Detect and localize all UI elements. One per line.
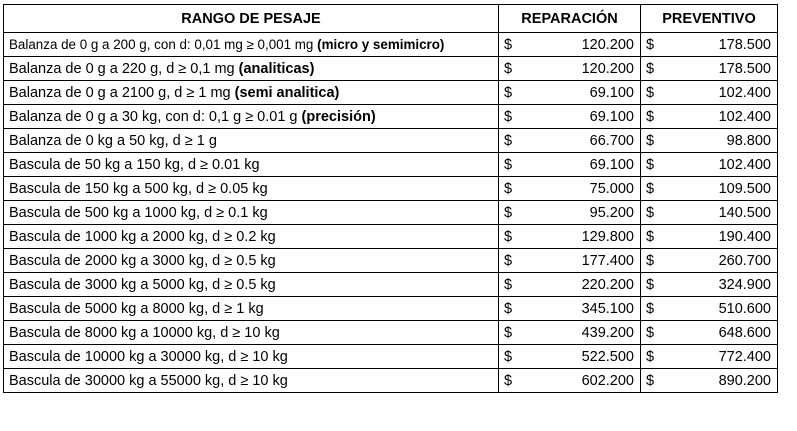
preventive-price-value: 98.800 <box>726 132 771 149</box>
preventive-price-value: 140.500 <box>718 204 771 221</box>
repair-price-value: 177.400 <box>581 252 634 269</box>
range-cell <box>4 153 499 177</box>
range-cell <box>4 81 499 105</box>
currency-symbol: $ <box>646 300 655 317</box>
repair-price-cell <box>499 129 641 153</box>
currency-symbol: $ <box>504 108 513 125</box>
range-cell <box>4 273 499 297</box>
preventive-price-cell <box>641 225 778 249</box>
preventive-price-value: 324.900 <box>718 276 771 293</box>
table-row <box>4 177 778 201</box>
table-row <box>4 273 778 297</box>
repair-price-cell <box>499 153 641 177</box>
repair-price-value: 69.100 <box>589 108 634 125</box>
repair-price-cell <box>499 81 641 105</box>
range-text: Balanza de 0 g a 2100 g, d ≥ 1 mg <box>9 84 235 101</box>
currency-symbol: $ <box>646 60 655 77</box>
table-row <box>4 369 778 393</box>
currency-symbol: $ <box>504 252 513 269</box>
range-cell <box>4 201 499 225</box>
preventive-price-cell <box>641 105 778 129</box>
currency-symbol: $ <box>504 84 513 101</box>
preventive-price-value: 260.700 <box>718 252 771 269</box>
preventive-price-value: 178.500 <box>718 36 771 53</box>
preventive-price-value: 772.400 <box>718 348 771 365</box>
range-qualifier: (semi analitica) <box>234 84 340 101</box>
repair-price-value: 75.000 <box>589 180 634 197</box>
repair-price-value: 69.100 <box>589 156 634 173</box>
repair-price-cell <box>499 201 641 225</box>
table-row <box>4 201 778 225</box>
range-qualifier: (precisión) <box>301 108 376 125</box>
preventive-price-cell <box>641 81 778 105</box>
currency-symbol: $ <box>504 36 513 53</box>
range-text: Balanza de 0 kg a 50 kg, d ≥ 1 g <box>9 132 217 149</box>
range-cell <box>4 369 499 393</box>
table-row <box>4 321 778 345</box>
range-cell <box>4 321 499 345</box>
currency-symbol: $ <box>646 204 655 221</box>
preventive-price-cell <box>641 369 778 393</box>
preventive-price-cell <box>641 57 778 81</box>
table-row <box>4 105 778 129</box>
repair-price-value: 220.200 <box>581 276 634 293</box>
repair-price-value: 66.700 <box>589 132 634 149</box>
currency-symbol: $ <box>646 252 655 269</box>
range-cell <box>4 297 499 321</box>
table-row <box>4 297 778 321</box>
preventive-price-cell <box>641 153 778 177</box>
currency-symbol: $ <box>504 60 513 77</box>
table-row <box>4 33 778 57</box>
currency-symbol: $ <box>504 300 513 317</box>
preventive-price-value: 102.400 <box>718 156 771 173</box>
preventive-price-value: 510.600 <box>718 300 771 317</box>
repair-price-cell <box>499 33 641 57</box>
currency-symbol: $ <box>504 324 513 341</box>
repair-price-value: 602.200 <box>581 372 634 389</box>
table-row <box>4 249 778 273</box>
currency-symbol: $ <box>646 276 655 293</box>
repair-price-value: 345.100 <box>581 300 634 317</box>
repair-price-cell <box>499 249 641 273</box>
range-text: Bascula de 50 kg a 150 kg, d ≥ 0.01 kg <box>9 156 260 173</box>
preventive-price-value: 178.500 <box>718 60 771 77</box>
range-qualifier: (micro y semimicro) <box>317 37 445 52</box>
preventive-price-cell <box>641 33 778 57</box>
currency-symbol: $ <box>504 180 513 197</box>
preventive-price-value: 102.400 <box>718 108 771 125</box>
range-text: Bascula de 2000 kg a 3000 kg, d ≥ 0.5 kg <box>9 252 276 269</box>
table-row <box>4 345 778 369</box>
currency-symbol: $ <box>504 372 513 389</box>
range-text: Balanza de 0 g a 200 g, con d: 0,01 mg ≥ 0,001 mg <box>9 37 318 52</box>
header-preventive: PREVENTIVO <box>641 5 778 33</box>
header-row <box>4 5 778 33</box>
range-text: Balanza de 0 g a 30 kg, con d: 0,1 g ≥ 0.01 g <box>9 108 302 125</box>
currency-symbol: $ <box>646 132 655 149</box>
repair-price-value: 522.500 <box>581 348 634 365</box>
currency-symbol: $ <box>646 372 655 389</box>
range-text: Bascula de 1000 kg a 2000 kg, d ≥ 0.2 kg <box>9 228 276 245</box>
currency-symbol: $ <box>504 348 513 365</box>
preventive-price-value: 190.400 <box>718 228 771 245</box>
repair-price-cell <box>499 297 641 321</box>
range-text: Bascula de 8000 kg a 10000 kg, d ≥ 10 kg <box>9 324 280 341</box>
range-text: Bascula de 150 kg a 500 kg, d ≥ 0.05 kg <box>9 180 268 197</box>
table-row <box>4 153 778 177</box>
currency-symbol: $ <box>646 180 655 197</box>
range-text: Bascula de 30000 kg a 55000 kg, d ≥ 10 kg <box>9 372 288 389</box>
currency-symbol: $ <box>504 204 513 221</box>
table-row <box>4 129 778 153</box>
repair-price-value: 95.200 <box>589 204 634 221</box>
currency-symbol: $ <box>504 132 513 149</box>
table-body <box>4 33 778 393</box>
header-range: RANGO DE PESAJE <box>4 5 499 33</box>
range-cell <box>4 129 499 153</box>
range-text: Bascula de 5000 kg a 8000 kg, d ≥ 1 kg <box>9 300 264 317</box>
range-text: Bascula de 10000 kg a 30000 kg, d ≥ 10 kg <box>9 348 288 365</box>
repair-price-value: 129.800 <box>581 228 634 245</box>
range-cell <box>4 249 499 273</box>
preventive-price-cell <box>641 129 778 153</box>
table-row <box>4 57 778 81</box>
currency-symbol: $ <box>646 108 655 125</box>
repair-price-cell <box>499 345 641 369</box>
repair-price-cell <box>499 177 641 201</box>
preventive-price-cell <box>641 249 778 273</box>
table-row <box>4 81 778 105</box>
preventive-price-cell <box>641 297 778 321</box>
preventive-price-value: 109.500 <box>718 180 771 197</box>
repair-price-cell <box>499 273 641 297</box>
repair-price-value: 439.200 <box>581 324 634 341</box>
range-cell <box>4 57 499 81</box>
range-cell <box>4 33 499 57</box>
currency-symbol: $ <box>646 156 655 173</box>
range-cell <box>4 345 499 369</box>
preventive-price-value: 890.200 <box>718 372 771 389</box>
repair-price-cell <box>499 105 641 129</box>
preventive-price-cell <box>641 273 778 297</box>
currency-symbol: $ <box>646 348 655 365</box>
currency-symbol: $ <box>504 276 513 293</box>
currency-symbol: $ <box>504 228 513 245</box>
preventive-price-cell <box>641 201 778 225</box>
preventive-price-cell <box>641 345 778 369</box>
preventive-price-cell <box>641 321 778 345</box>
table-row <box>4 225 778 249</box>
repair-price-value: 120.200 <box>581 60 634 77</box>
range-text: Bascula de 3000 kg a 5000 kg, d ≥ 0.5 kg <box>9 276 276 293</box>
preventive-price-value: 102.400 <box>718 84 771 101</box>
header-repair: REPARACIÓN <box>499 5 641 33</box>
range-text: Bascula de 500 kg a 1000 kg, d ≥ 0.1 kg <box>9 204 268 221</box>
currency-symbol: $ <box>646 84 655 101</box>
currency-symbol: $ <box>646 36 655 53</box>
repair-price-cell <box>499 225 641 249</box>
preventive-price-cell <box>641 177 778 201</box>
repair-price-value: 120.200 <box>581 36 634 53</box>
currency-symbol: $ <box>504 156 513 173</box>
repair-price-cell <box>499 57 641 81</box>
preventive-price-value: 648.600 <box>718 324 771 341</box>
repair-price-cell <box>499 369 641 393</box>
range-qualifier: (analiticas) <box>238 60 315 77</box>
range-cell <box>4 225 499 249</box>
range-cell <box>4 105 499 129</box>
repair-price-cell <box>499 321 641 345</box>
range-cell <box>4 177 499 201</box>
repair-price-value: 69.100 <box>589 84 634 101</box>
currency-symbol: $ <box>646 324 655 341</box>
range-text: Balanza de 0 g a 220 g, d ≥ 0,1 mg <box>9 60 239 77</box>
price-table <box>3 4 778 393</box>
currency-symbol: $ <box>646 228 655 245</box>
